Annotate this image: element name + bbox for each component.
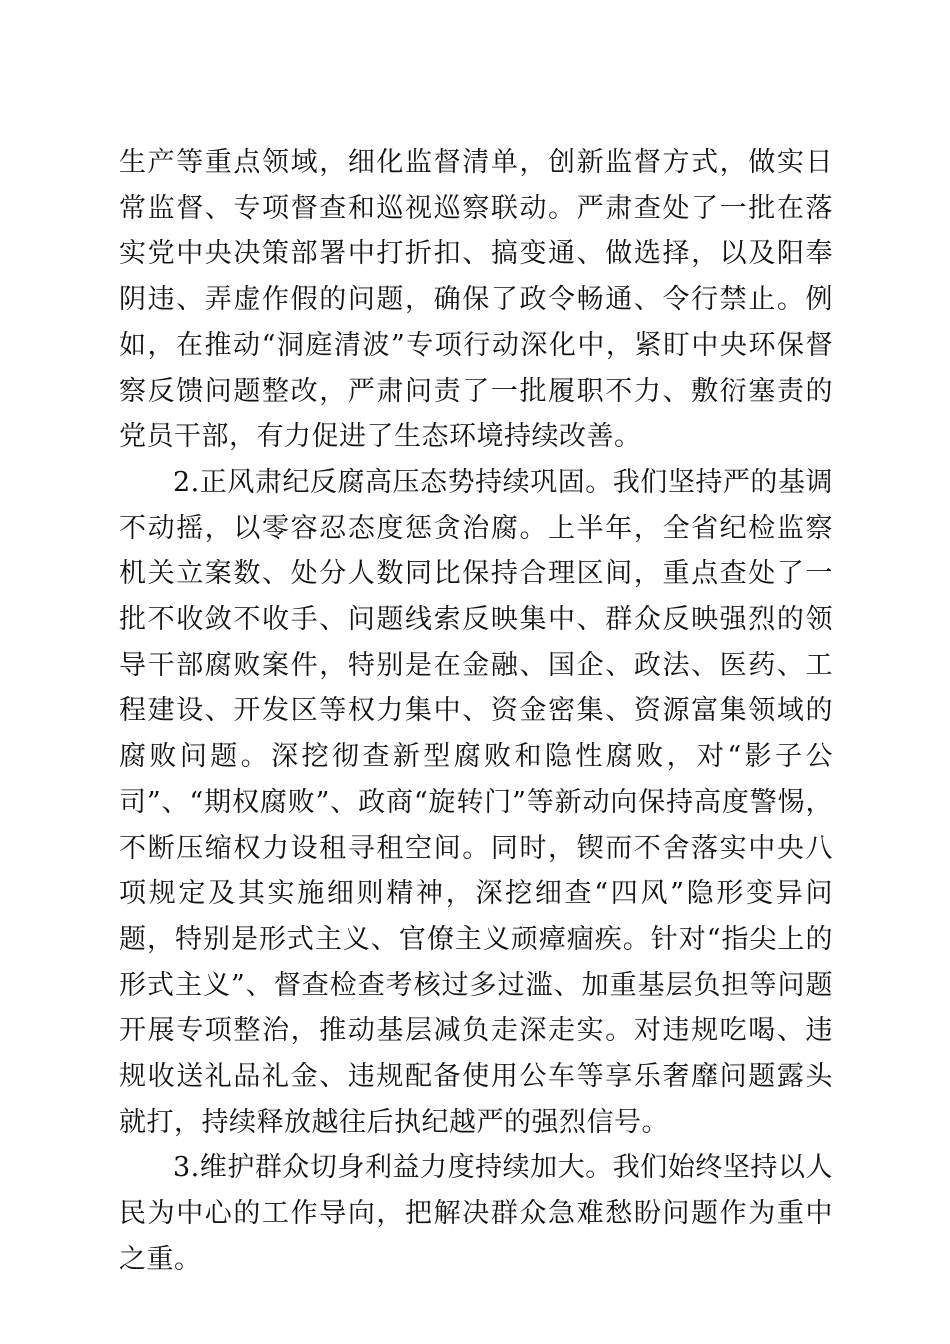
paragraph-item-3: 3.维护群众切身利益力度持续加大。我们始终坚持以人民为中心的工作导向，把解决群众急难愁盼问题作为重中之重。 <box>119 1152 833 1275</box>
paragraph-continued: 生产等重点领域，细化监督清单，创新监督方式，做实日常监督、专项督查和巡视巡察联动。严肃查处了一批在落实党中央决策部署中打折扣、搞变通、做选择，以及阳奉阴违、弄虚作假的问题，确保了政令畅通、令行禁止。例如，在推动“洞庭清波”专项行动深化中，紧盯中央环保督察反馈问题整改，严肃问责了一批履职不力、敷衍塞责的党员干部，有力促进了生态环境持续改善。 <box>119 147 833 453</box>
paragraph-item-2: 2.正风肃纪反腐高压态势持续巩固。我们坚持严的基调不动摇，以零容忍态度惩贪治腐。上半年，全省纪检监察机关立案数、处分人数同比保持合理区间，重点查处了一批不收敛不收手、问题线索反映集中、群众反映强烈的领导干部腐败案件，特别是在金融、国企、政法、医药、工程建设、开发区等权力集中、资金密集、资源富集领域的腐败问题。深挖彻查新型腐败和隐性腐败，对“影子公司”、“期权腐败”、政商“旋转门”等新动向保持高度警惕，不断压缩权力设租寻租空间。同时，锲而不舍落实中央八项规定及其实施细则精神，深挖细查“四风”隐形变异问题，特别是形式主义、官僚主义顽瘴痼疾。针对“指尖上的形式主义”、督查检查考核过多过滥、加重基层负担等问题开展专项整治，推动基层减负走深走实。对违规吃喝、违规收送礼品礼金、违规配备使用公车等享乐奢靡问题露头就打，持续释放越往后执纪越严的强烈信号。 <box>119 466 833 1138</box>
document-body <box>119 140 833 1283</box>
